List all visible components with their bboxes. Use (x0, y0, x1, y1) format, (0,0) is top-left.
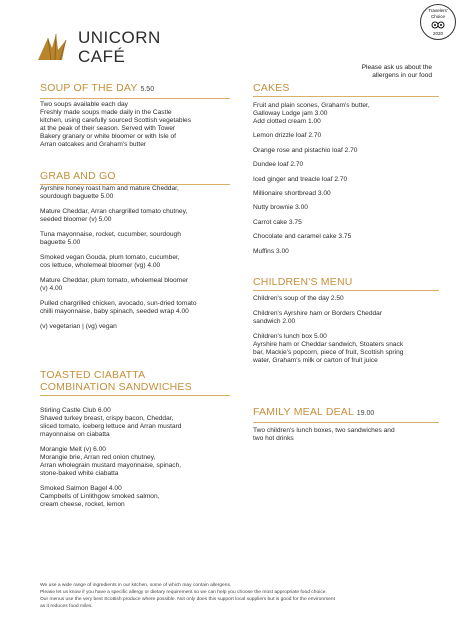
family-meal-deal-title (253, 406, 439, 423)
cafe-logo (36, 28, 206, 68)
item-line: Mature Cheddar, Arran chargrilled tomato chutney, (40, 208, 188, 215)
menu-item (253, 310, 439, 326)
menu-item (40, 300, 230, 316)
menu-item (253, 102, 439, 126)
soup-description (40, 101, 230, 149)
menu-item (40, 485, 230, 509)
grab-and-go-list (40, 185, 230, 338)
menu-item (40, 208, 230, 224)
family-title: FAMILY MEAL DEAL (253, 406, 354, 418)
allergen-line-1: Please ask us about the (361, 64, 432, 71)
family-price: 19.00 (356, 410, 375, 417)
soup-line: Bakery granary or white bloomer or with Isle of (40, 133, 176, 140)
badge-year: 2020 (432, 31, 443, 36)
menu-item (40, 277, 230, 293)
item-line: Mature Cheddar, plum tomato, wholemeal bloomer (40, 277, 189, 284)
cakes-title: CAKES (253, 82, 439, 97)
footer-line: as it reduces food miles. (40, 604, 93, 609)
toasted-ciabatta-title (40, 369, 230, 396)
item-line: Ayrshire ham or Cheddar sandwich, Stoaters snack (253, 341, 404, 348)
item-line: seeded bloomer (v) 5.00 (40, 216, 112, 223)
item-line: sandwich 2.00 (253, 318, 296, 325)
item-line: (v) 4.00 (40, 285, 63, 292)
item-line: cream cheese, rocket, lemon (40, 501, 125, 508)
diet-key (40, 323, 230, 331)
item-line: Smoked vegan Gouda, plum tomato, cucumber, (40, 254, 180, 261)
menu-item (253, 295, 439, 303)
item-line: Add clotted cream 1.00 (253, 118, 321, 125)
footer-line: Please let us know if you have a specific allergy or dietary requirement so we can help you choose the most appropriate food choice. (40, 590, 327, 595)
menu-item: Chocolate and caramel cake 3.75 (253, 233, 352, 241)
soup-price: 5.50 (140, 86, 155, 93)
allergen-line-2: allergens in our food (372, 72, 432, 79)
soup-line: kitchen, using carefully sourced Scottish vegetables (40, 117, 192, 124)
menu-item: Millionaire shortbread 3.00 (253, 189, 331, 197)
soup-section-title (40, 82, 230, 99)
menu-item: Iced ginger and treacle loaf 2.70 (253, 175, 348, 183)
cakes-list (253, 102, 439, 262)
item-line: Ayrshire honey roast ham and mature Cheddar, (40, 185, 179, 192)
footer-line: Our menus use the very best Scottish produce where possible. Not only does this support local suppliers but is good for the environment (40, 597, 335, 602)
menu-item: Dundee loaf 2.70 (253, 161, 304, 169)
item-line: mayonnaise on ciabatta (40, 431, 110, 438)
grab-and-go-title: GRAB AND GO (40, 170, 230, 185)
item-line: Smoked Salmon Bagel 4.00 (40, 485, 122, 492)
title-line: COMBINATION SANDWICHES (40, 381, 192, 393)
childrens-menu-title: CHILDREN'S MENU (253, 276, 439, 291)
item-line: Children's lunch box 5.00 (253, 333, 327, 340)
brand-line-2: CAFÉ (78, 47, 126, 66)
menu-item (40, 231, 230, 247)
badge-text (420, 8, 456, 19)
soup-line: Two soups available each day (40, 101, 128, 108)
item-line: Arran wholegrain mustard mayonnaise, spinach, (40, 462, 182, 469)
item-line: (v) vegetarian | (vg) vegan (40, 323, 117, 330)
item-line: Pulled chargrilled chicken, avocado, sun-dried tomato (40, 300, 197, 307)
family-line: Two children's lunch boxes, two sandwiches and (253, 427, 395, 434)
title-line: TOASTED CIABATTA (40, 369, 146, 381)
item-line: Fruit and plain scones, Graham's butter, (253, 102, 370, 109)
menu-item (40, 254, 230, 270)
menu-item: Nutty brownie 3.00 (253, 204, 308, 212)
soup-line: at the peak of their season. Served with Tower (40, 125, 176, 132)
item-line: Stirling Castle Club 6.00 (40, 407, 111, 414)
family-line: two hot drinks (253, 435, 294, 442)
toasted-list (40, 407, 230, 516)
soup-line: Freshly made soups made daily in the Castle (40, 109, 172, 116)
brand-name (78, 28, 161, 66)
menu-item (40, 446, 230, 478)
menu-item: Muffins 3.00 (253, 247, 289, 255)
item-line: stone-baked white ciabatta (40, 470, 119, 477)
soup-line: Arran oatcakes and Graham's butter (40, 141, 147, 148)
menu-item (253, 333, 439, 365)
item-line: Children's Ayrshire ham or Borders Cheddar (253, 310, 383, 317)
travelers-choice-badge (420, 4, 456, 48)
footer-notes (40, 582, 450, 610)
childrens-menu-list (253, 295, 439, 372)
menu-item (40, 185, 230, 201)
item-line: baguette 5.00 (40, 239, 81, 246)
item-line: Morangie Melt (v) 6.00 (40, 446, 106, 453)
allergen-note (302, 64, 432, 80)
item-line: sliced tomato, iceberg lettuce and Arran mustard (40, 423, 182, 430)
item-line: chilli mayonnaise, baby spinach, seeded wrap 4.00 (40, 308, 189, 315)
menu-item: Orange rose and pistachio loaf 2.70 (253, 146, 358, 154)
family-meal-deal-description (253, 427, 439, 443)
owl-icon (431, 21, 445, 29)
item-line: Shaved turkey breast, crispy bacon, Cheddar, (40, 415, 174, 422)
item-line: sourdough baguette 5.00 (40, 193, 114, 200)
item-line: Galloway Lodge jam 3.00 (253, 110, 328, 117)
item-line: cos lettuce, wholemeal bloomer (vg) 4.00 (40, 262, 161, 269)
item-line: Children's soup of the day 2.50 (253, 295, 344, 302)
footer-line: We use a wide range of ingredients in our kitchen, some of which may contain allergens. (40, 583, 232, 588)
soup-title: SOUP OF THE DAY (40, 82, 138, 94)
badge-line-2: Choice (430, 13, 445, 19)
badge-line-1: Travelers' (428, 8, 448, 13)
unicorn-horn-logo-icon (36, 32, 70, 62)
item-line: Morangie brie, Arran red onion chutney, (40, 454, 156, 461)
item-line: Tuna mayonnaise, rocket, cucumber, sourdough (40, 231, 181, 238)
item-line: Campbells of Linlithgow smoked salmon, (40, 493, 160, 500)
menu-item: Lemon drizzle loaf 2.70 (253, 132, 322, 140)
item-line: water, Graham's milk or carton of fruit juice (253, 357, 378, 364)
brand-line-1: UNICORN (78, 28, 161, 47)
item-line: bar, Mackie's popcorn, piece of fruit, Scottish spring (253, 349, 404, 356)
menu-item: Carrot cake 3.75 (253, 218, 302, 226)
menu-item (40, 407, 230, 439)
